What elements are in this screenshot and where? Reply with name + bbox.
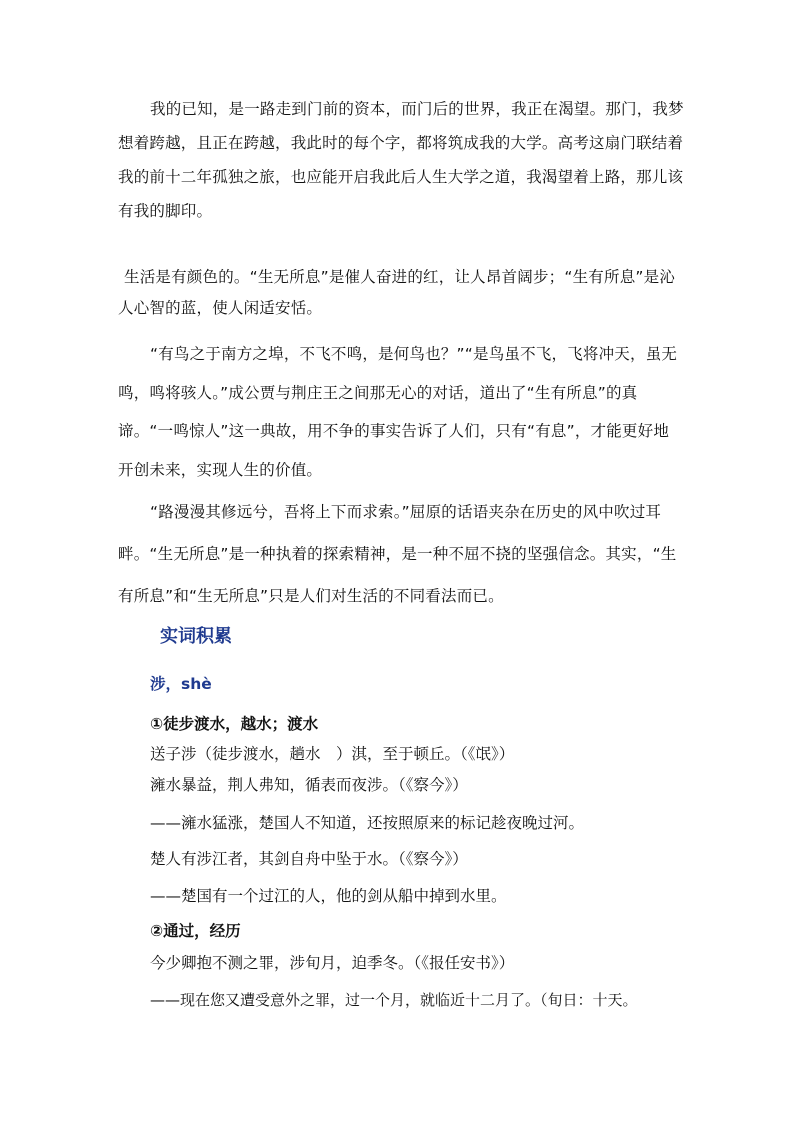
- example-4-translation: ——现在您又遭受意外之罪，过一个月，就临近十二月了。（旬日：十天。: [150, 991, 638, 1009]
- sense-2-definition: ②通过，经历: [150, 922, 241, 940]
- sense-1-definition: ①徒步渡水，越水；渡水: [150, 715, 319, 733]
- example-2-translation: ——澭水猛涨，楚国人不知道，还按照原来的标记趁夜晚过河。: [150, 814, 585, 832]
- passage-paragraph-2: 生活是有颜色的。“生无所息”是催人奋进的红，让人昂首阔步；“生有所息”是沁人心智的蓝，使人闲适安恬。: [118, 268, 676, 317]
- section-title: 实词积累: [160, 626, 232, 647]
- example-3: 楚人有涉江者，其剑自舟中坠于水。（《察今》）: [150, 850, 468, 868]
- passage-paragraph-1: 我的已知，是一路走到门前的资本，而门后的世界，我正在渴望。那门，我梦想着跨越，且正在跨越，我此时的每个字，都将筑成我的大学。高考这扇门联结着我的前十二年孤独之旅，也应能开启我此后人生大学之道，我渴望着上路，那儿该有我的脚印。: [118, 100, 684, 220]
- passage-paragraph-3: “有鸟之于南方之埠，不飞不鸣，是何鸟也？”“是鸟虽不飞，飞将冲天，虽无鸣，鸣将骇人。”成公贾与荆庄王之间那无心的对话，道出了“生有所息”的真谛。“一鸣惊人”这一典故，用不争的事实告诉了人们，只有“有息”，才能更好地开创未来，实现人生的价值。: [118, 345, 678, 479]
- example-4: 今少卿抱不测之罪，涉旬月，迫季冬。（《报任安书》）: [150, 954, 515, 972]
- example-2: 澭水暴益，荆人弗知，循表而夜涉。（《察今》）: [150, 776, 468, 794]
- example-1: 送子涉（徒步渡水，趟水 ）淇，至于顿丘。（《氓》）: [150, 745, 515, 763]
- example-3-translation: ——楚国有一个过江的人，他的剑从船中掉到水里。: [150, 887, 507, 905]
- passage-paragraph-4: “路漫漫其修远兮，吾将上下而求索。”屈原的话语夹杂在历史的风中吹过耳畔。“生无所息”是一种执着的探索精神，是一种不屈不挠的坚强信念。其实，“生有所息”和“生无所息”只是人们对生活的不同看法而已。: [118, 503, 677, 605]
- headword: 涉，shè: [150, 675, 212, 693]
